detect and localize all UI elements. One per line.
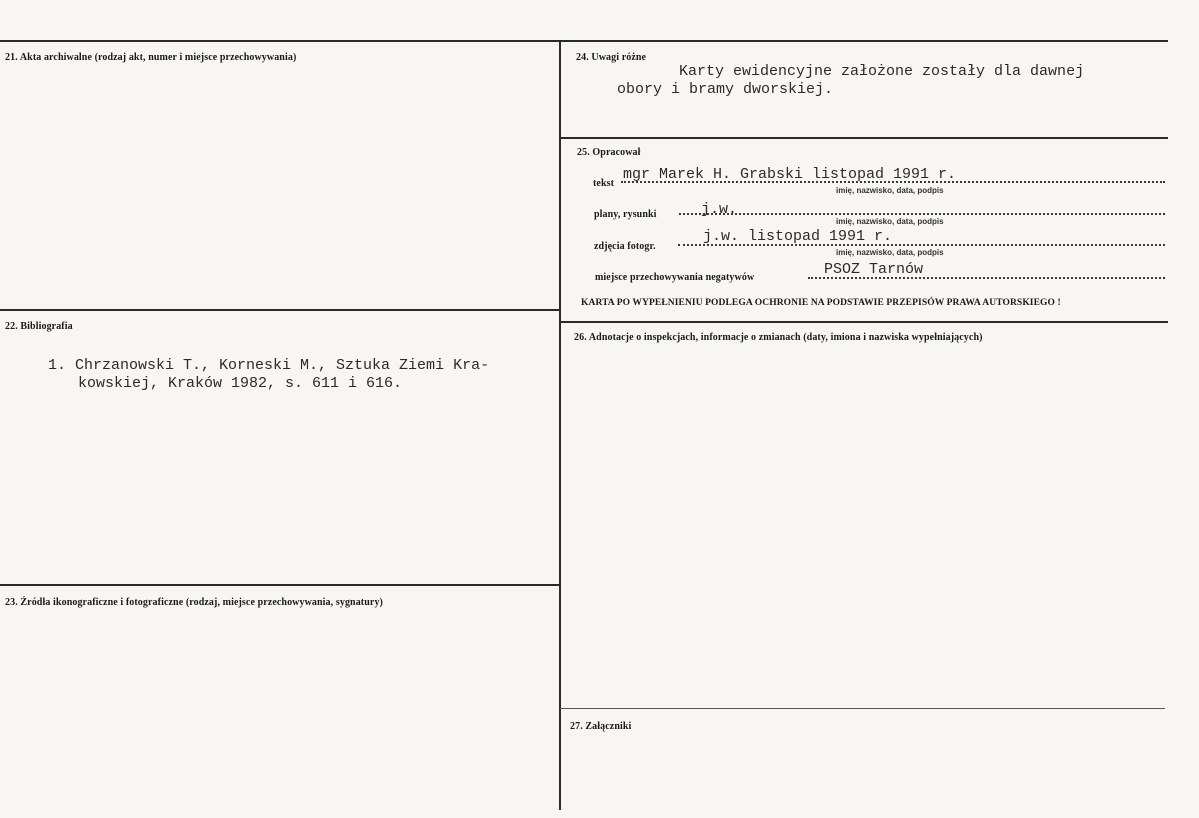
divider-22-23 (0, 584, 560, 586)
tekst-caption: imię, nazwisko, data, podpis (836, 186, 944, 195)
zdjecia-caption: imię, nazwisko, data, podpis (836, 248, 944, 257)
tekst-value: mgr Marek H. Grabski listopad 1991 r. (623, 166, 957, 183)
tekst-label: tekst (593, 178, 615, 189)
divider-24-25 (560, 137, 1168, 139)
remarks-line-2: obory i bramy dworskiej. (617, 81, 834, 98)
section-25-label: 25. Opracował (577, 147, 641, 158)
section-26-label: 26. Adnotacje o inspekcjach, informacje o zmianach (daty, imiona i nazwiska wypełniających) (574, 332, 983, 343)
section-22-label: 22. Bibliografia (5, 321, 73, 332)
section-24-label: 24. Uwagi różne (576, 52, 647, 63)
tekst-dotted-line (621, 181, 1165, 183)
top-border-line (0, 40, 1168, 42)
zdjecia-dotted-line (678, 244, 1165, 246)
bibliography-line-2: kowskiej, Kraków 1982, s. 611 i 616. (78, 375, 403, 392)
bibliography-line-1: 1. Chrzanowski T., Korneski M., Sztuka Ziemi Kra- (48, 357, 490, 374)
negatywy-label: miejsce przechowywania negatywów (595, 272, 755, 283)
zdjecia-value: j.w. listopad 1991 r. (703, 228, 893, 245)
copyright-notice: KARTA PO WYPEŁNIENIU PODLEGA OCHRONIE NA PODSTAWIE PRZEPISÓW PRAWA AUTORSKIEGO ! (581, 298, 1061, 308)
remarks-line-1: Karty ewidencyjne założone zostały dla dawnej (679, 63, 1085, 80)
plany-value: j.w. (701, 201, 738, 218)
section-23-label: 23. Źródła ikonograficzne i fotograficzne (rodzaj, miejsce przechowywania, sygnatury) (5, 597, 383, 608)
divider-21-22 (0, 309, 560, 311)
plany-caption: imię, nazwisko, data, podpis (836, 217, 944, 226)
section-21-label: 21. Akta archiwalne (rodzaj akt, numer i miejsce przechowywania) (5, 52, 297, 63)
center-divider-line (559, 40, 561, 810)
plany-label: plany, rysunki (594, 209, 657, 220)
negatywy-dotted-line (808, 277, 1165, 279)
divider-26-27 (560, 708, 1165, 709)
negatywy-value: PSOZ Tarnów (824, 261, 924, 278)
plany-dotted-line (679, 213, 1165, 215)
section-27-label: 27. Załączniki (570, 721, 632, 732)
divider-25-26 (560, 321, 1168, 323)
zdjecia-label: zdjęcia fotogr. (594, 241, 656, 252)
